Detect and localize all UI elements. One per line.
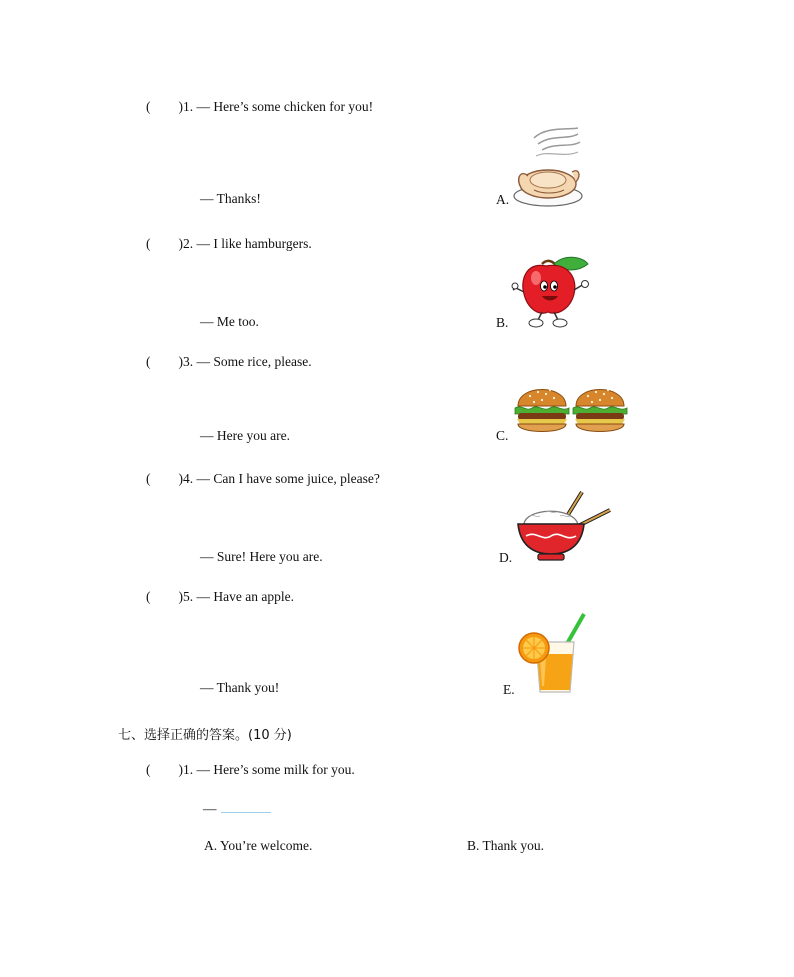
- question-number: 2.: [183, 236, 194, 251]
- answer-paren-close: ): [178, 589, 183, 604]
- option-a[interactable]: A. You’re welcome.: [204, 838, 313, 853]
- section7-answer-line: [203, 801, 271, 817]
- cartoon-apple-icon: [512, 254, 592, 330]
- dash: —: [200, 680, 214, 695]
- option-d-letter: D.: [499, 550, 513, 565]
- question-line1: I like hamburgers.: [213, 236, 312, 251]
- question-1: [146, 99, 373, 115]
- dash: —: [196, 471, 210, 486]
- question-line2: Thank you!: [216, 680, 280, 695]
- rice-bowl-icon: [516, 490, 612, 564]
- question-number: 1.: [183, 99, 194, 114]
- option-e-letter: E.: [503, 682, 515, 697]
- answer-paren-open: (: [146, 99, 151, 114]
- option-a-letter: A.: [496, 192, 510, 207]
- dash: —: [203, 801, 217, 816]
- question-line2: Me too.: [216, 314, 259, 329]
- answer-paren-open: (: [146, 471, 151, 486]
- hamburgers-icon: [514, 376, 630, 442]
- dash: —: [196, 99, 210, 114]
- answer-paren-close: ): [178, 99, 183, 114]
- answer-paren-close: ): [178, 762, 183, 777]
- answer-blank-line[interactable]: [221, 802, 271, 813]
- answer-paren-close: ): [178, 354, 183, 369]
- answer-paren-close: ): [178, 471, 183, 486]
- question-1-reply: [200, 191, 261, 207]
- question-line1: Here’s some milk for you.: [213, 762, 355, 777]
- question-4: [146, 471, 380, 487]
- roast-chicken-icon: [512, 124, 584, 210]
- dash: —: [196, 589, 210, 604]
- option-b-letter: B.: [496, 315, 509, 330]
- question-line1: Have an apple.: [213, 589, 294, 604]
- question-number: 3.: [183, 354, 194, 369]
- dash: —: [196, 236, 210, 251]
- answer-paren-close: ): [178, 236, 183, 251]
- question-number: 1.: [183, 762, 194, 777]
- question-5: [146, 589, 294, 605]
- question-number: 5.: [183, 589, 194, 604]
- question-line1: Can I have some juice, please?: [213, 471, 380, 486]
- dash: —: [200, 428, 214, 443]
- question-line1: Here’s some chicken for you!: [213, 99, 374, 114]
- dash: —: [196, 762, 210, 777]
- dash: —: [200, 549, 214, 564]
- option-c-letter: C.: [496, 428, 509, 443]
- question-3-reply: [200, 428, 290, 444]
- question-4-reply: [200, 549, 323, 565]
- question-5-reply: [200, 680, 279, 696]
- answer-paren-open: (: [146, 354, 151, 369]
- section-7-heading: 七、选择正确的答案。(10 分): [118, 728, 292, 743]
- answer-paren-open: (: [146, 762, 151, 777]
- dash: —: [200, 191, 214, 206]
- answer-paren-open: (: [146, 236, 151, 251]
- question-3: [146, 354, 312, 370]
- answer-paren-open: (: [146, 589, 151, 604]
- question-line2: Sure! Here you are.: [216, 549, 323, 564]
- question-2-reply: [200, 314, 259, 330]
- option-b[interactable]: B. Thank you.: [467, 838, 544, 853]
- question-number: 4.: [183, 471, 194, 486]
- question-line2: Thanks!: [216, 191, 261, 206]
- question-2: [146, 236, 312, 252]
- dash: —: [200, 314, 214, 329]
- orange-juice-icon: [518, 612, 586, 696]
- dash: —: [196, 354, 210, 369]
- question-line1: Some rice, please.: [213, 354, 312, 369]
- section7-question-1: [146, 762, 355, 778]
- question-line2: Here you are.: [216, 428, 290, 443]
